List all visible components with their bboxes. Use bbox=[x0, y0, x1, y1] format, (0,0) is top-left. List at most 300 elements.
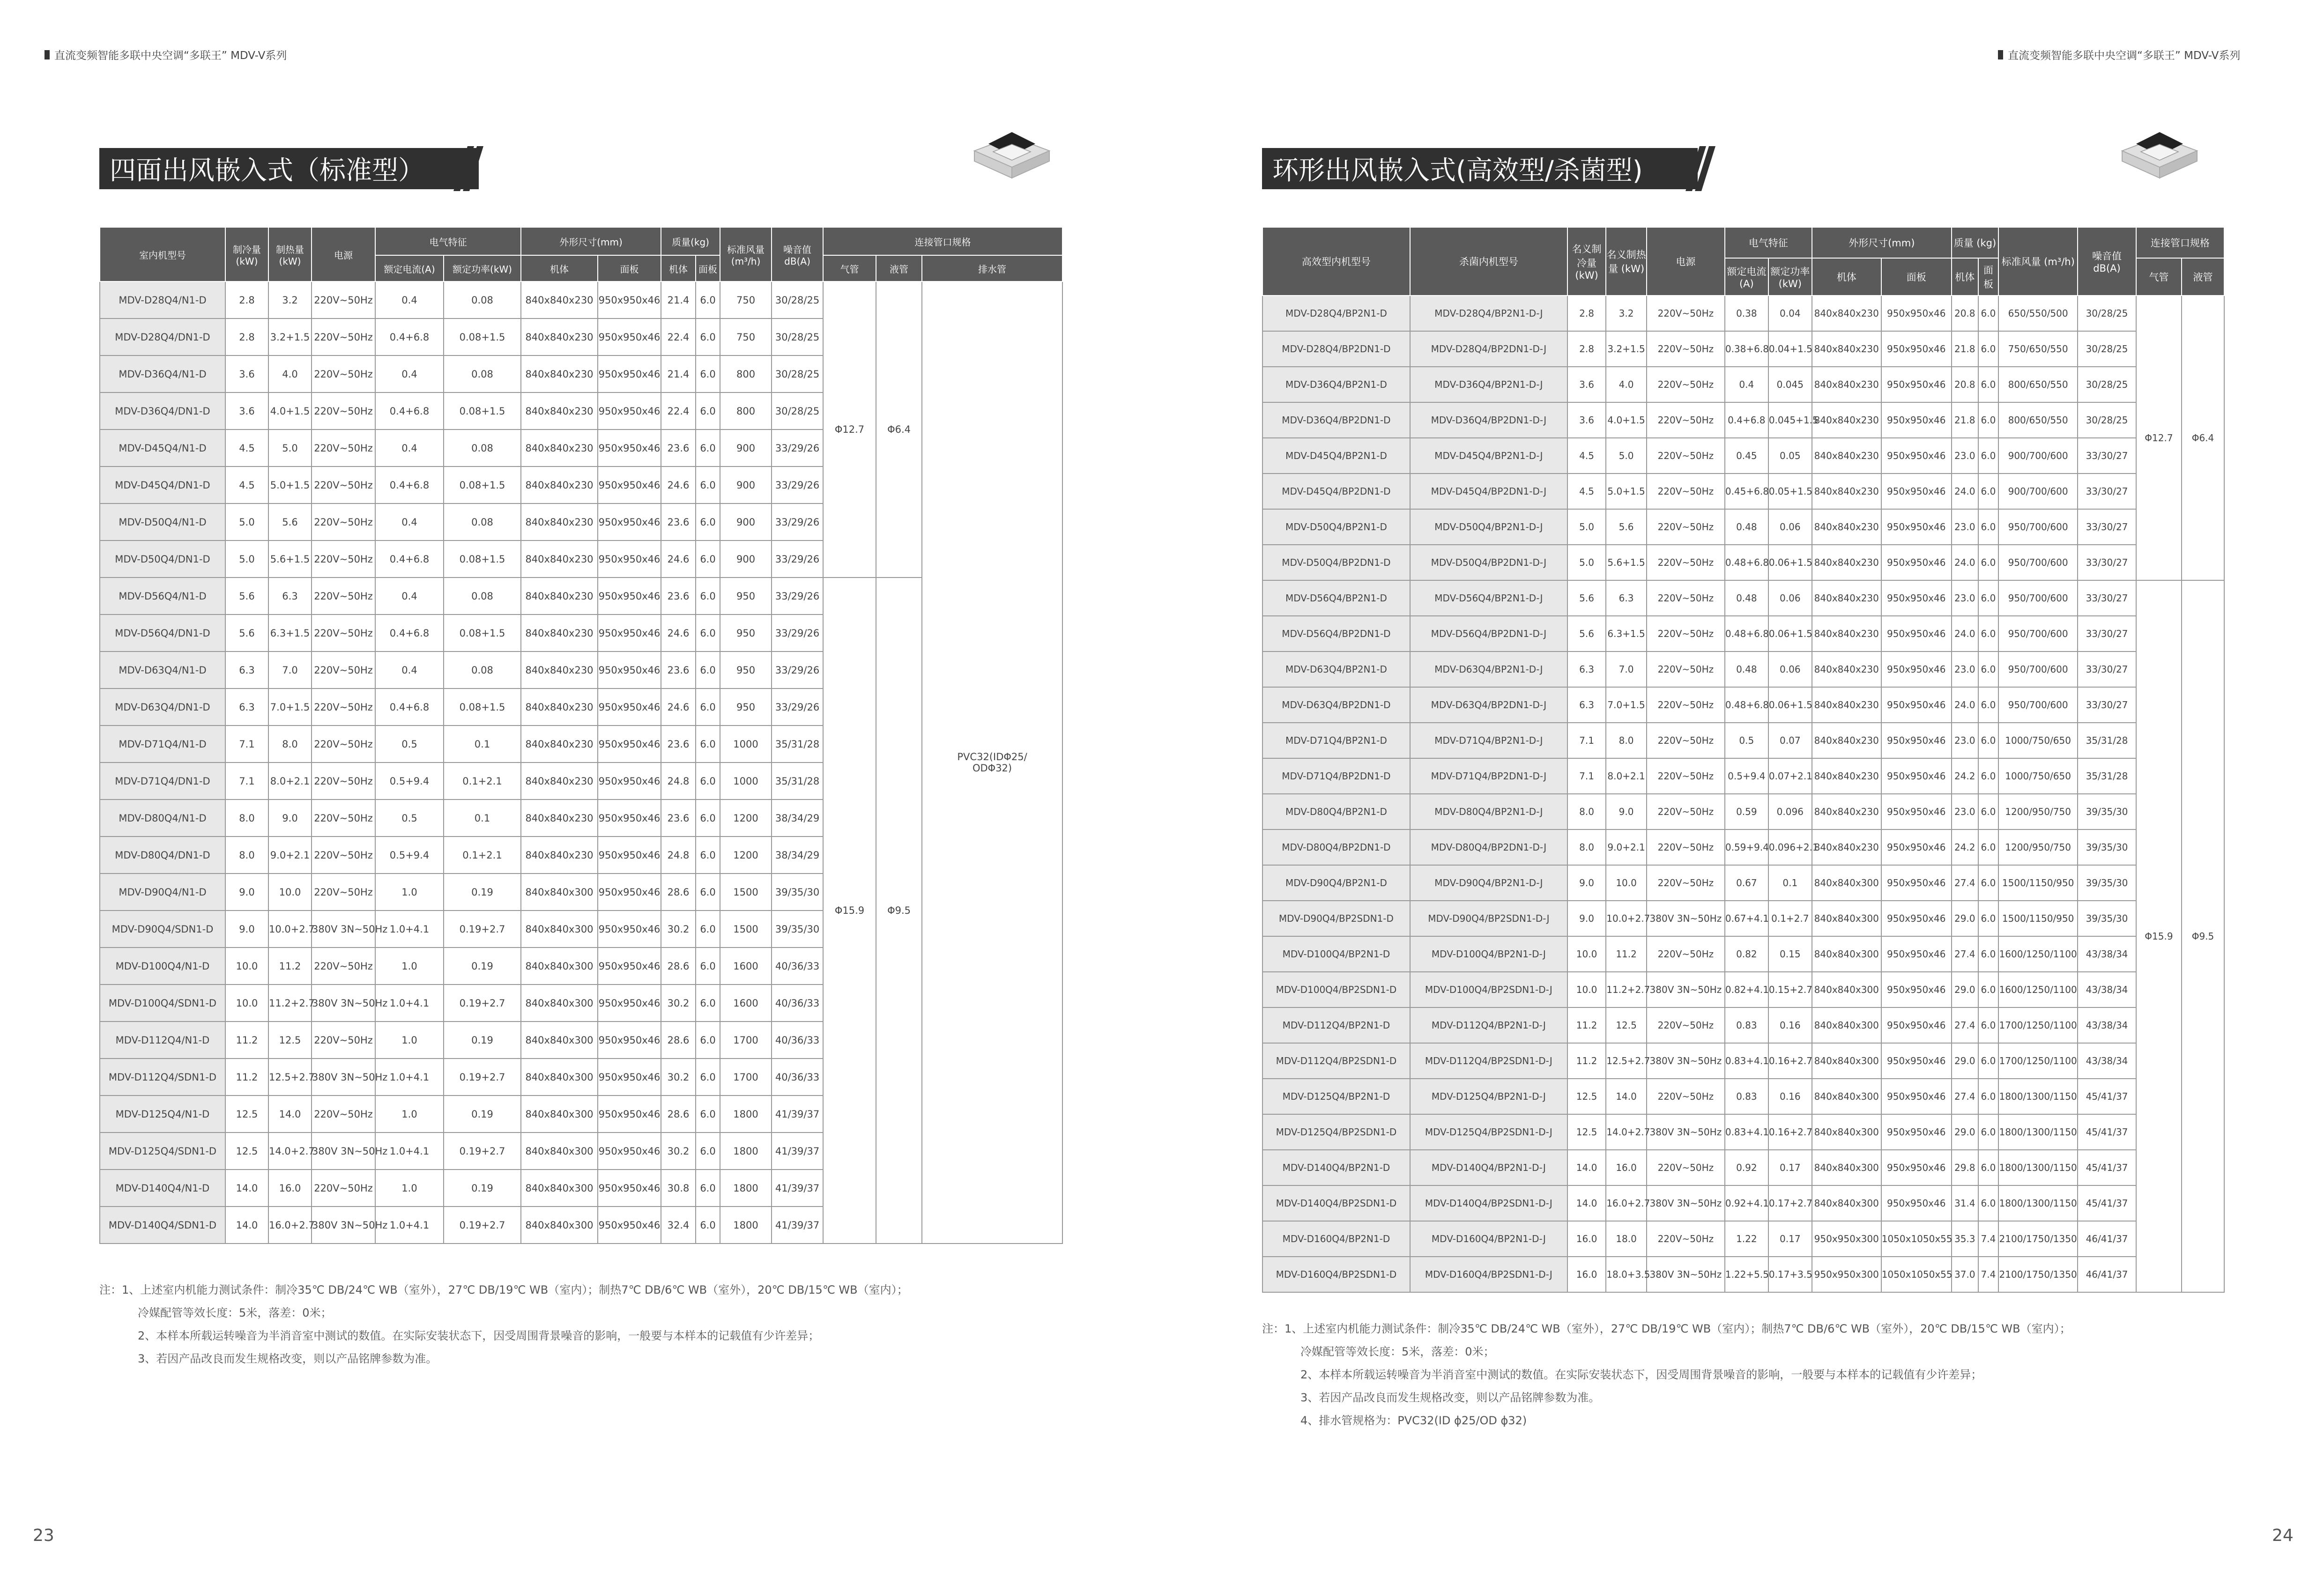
table-cell: 380V 3N~50Hz bbox=[312, 911, 375, 948]
model-cell: MDV-D28Q4/BP2N1-D-J bbox=[1410, 296, 1567, 331]
table-row bbox=[1262, 1257, 2224, 1292]
table-cell: 0.38+6.8 bbox=[1725, 331, 1768, 367]
table-cell: 6.3 bbox=[1567, 687, 1606, 723]
table-cell: 220V~50Hz bbox=[1647, 402, 1725, 438]
model-cell: MDV-D36Q4/BP2N1-D bbox=[1262, 367, 1410, 402]
table-cell: 900/700/600 bbox=[1998, 438, 2078, 474]
col-header-liquid: 液管 bbox=[876, 255, 922, 281]
table-cell: 8.0 bbox=[1606, 723, 1647, 758]
table-cell: 10.0+2.7 bbox=[1606, 901, 1647, 936]
col-header-noise: 噪音值 dB(A) bbox=[772, 227, 823, 281]
model-cell: MDV-D45Q4/BP2N1-D-J bbox=[1410, 438, 1567, 474]
col-header-panel: 面板 bbox=[1881, 258, 1952, 296]
page-title-right bbox=[1262, 148, 1698, 189]
table-cell: 1500/1150/950 bbox=[1998, 865, 2078, 901]
table-cell: 0.19+2.7 bbox=[444, 1207, 521, 1244]
table-cell: 0.17 bbox=[1768, 1150, 1812, 1185]
table-cell: 3.2+1.5 bbox=[1606, 331, 1647, 367]
table-cell: 1600 bbox=[720, 985, 772, 1022]
table-cell: 35/31/28 bbox=[2078, 758, 2136, 794]
gas-pipe-cell: Φ15.9 bbox=[2136, 580, 2182, 1292]
table-cell: 950x950x46 bbox=[598, 800, 661, 837]
table-cell: 840x840x230 bbox=[1812, 474, 1881, 509]
table-cell: 380V 3N~50Hz bbox=[312, 1207, 375, 1244]
table-cell: 6.0 bbox=[1978, 972, 1998, 1007]
table-cell: 6.0 bbox=[696, 281, 720, 318]
model-cell: MDV-D90Q4/BP2SDN1-D-J bbox=[1410, 901, 1567, 936]
note-line: 2、本样本所载运转噪音为半消音室中测试的数值。在实际安装状态下，因受周围背景噪音的影响，一般要与本样本的记载值有少许差异； bbox=[138, 1329, 820, 1342]
table-cell: 950x950x46 bbox=[1881, 296, 1952, 331]
table-cell: 45/41/37 bbox=[2078, 1150, 2136, 1185]
table-cell: 0.06 bbox=[1768, 652, 1812, 687]
table-cell: 12.5 bbox=[1567, 1079, 1606, 1114]
table-cell: 6.0 bbox=[696, 1170, 720, 1207]
table-cell: 840x840x230 bbox=[1812, 545, 1881, 580]
table-cell: 24.0 bbox=[1952, 545, 1978, 580]
table-cell: 6.0 bbox=[1978, 1007, 1998, 1043]
table-cell: 750 bbox=[720, 318, 772, 355]
table-cell: 840x840x300 bbox=[1812, 1079, 1881, 1114]
table-cell: 6.0 bbox=[696, 429, 720, 466]
table-cell: 30/28/25 bbox=[2078, 367, 2136, 402]
table-cell: 220V~50Hz bbox=[312, 652, 375, 689]
table-cell: 840x840x230 bbox=[521, 577, 598, 615]
table-row bbox=[1262, 794, 2224, 829]
table-cell: 6.0 bbox=[696, 763, 720, 800]
model-cell: MDV-D160Q4/BP2N1-D bbox=[1262, 1221, 1410, 1257]
table-cell: 220V~50Hz bbox=[312, 355, 375, 392]
col-header-model-st: 杀菌内机型号 bbox=[1410, 227, 1567, 296]
table-cell: 24.6 bbox=[661, 689, 696, 726]
model-cell: MDV-D80Q4/BP2DN1-D bbox=[1262, 829, 1410, 865]
model-cell: MDV-D28Q4/BP2N1-D bbox=[1262, 296, 1410, 331]
drain-pipe-cell: PVC32(IDΦ25/ ODΦ32) bbox=[922, 281, 1062, 1244]
table-cell: 10.0 bbox=[268, 874, 312, 911]
table-cell: 33/30/27 bbox=[2078, 509, 2136, 545]
table-cell: 39/35/30 bbox=[2078, 865, 2136, 901]
model-cell: MDV-D56Q4/BP2DN1-D bbox=[1262, 616, 1410, 652]
table-cell: 7.1 bbox=[225, 726, 268, 763]
model-cell: MDV-D28Q4/DN1-D bbox=[100, 318, 225, 355]
model-cell: MDV-D90Q4/BP2SDN1-D bbox=[1262, 901, 1410, 936]
table-cell: 220V~50Hz bbox=[312, 874, 375, 911]
table-cell: 5.0 bbox=[1567, 545, 1606, 580]
table-cell: 840x840x230 bbox=[1812, 331, 1881, 367]
table-cell: 840x840x230 bbox=[521, 615, 598, 652]
liquid-pipe-cell: Φ6.4 bbox=[2182, 296, 2224, 580]
table-cell: 0.4+6.8 bbox=[375, 392, 444, 429]
table-cell: 1000/750/650 bbox=[1998, 723, 2078, 758]
table-cell: 840x840x300 bbox=[521, 1096, 598, 1133]
table-cell: 0.16+2.7 bbox=[1768, 1114, 1812, 1150]
table-cell: 6.0 bbox=[696, 540, 720, 577]
table-cell: 840x840x300 bbox=[521, 1133, 598, 1170]
table-cell: 0.08+1.5 bbox=[444, 392, 521, 429]
table-cell: 840x840x230 bbox=[1812, 794, 1881, 829]
table-row bbox=[1262, 367, 2224, 402]
table-cell: 1500 bbox=[720, 874, 772, 911]
table-cell: 0.19+2.7 bbox=[444, 1059, 521, 1096]
table-cell: 24.8 bbox=[661, 763, 696, 800]
table-row bbox=[100, 281, 1062, 318]
model-cell: MDV-D63Q4/BP2N1-D bbox=[1262, 652, 1410, 687]
table-row bbox=[1262, 1150, 2224, 1185]
model-cell: MDV-D125Q4/BP2N1-D bbox=[1262, 1079, 1410, 1114]
table-cell: 840x840x300 bbox=[521, 1170, 598, 1207]
cassette-ac-unit-icon bbox=[965, 123, 1059, 184]
table-cell: 950x950x46 bbox=[598, 652, 661, 689]
table-cell: 220V~50Hz bbox=[1647, 936, 1725, 972]
table-cell: 16.0 bbox=[1567, 1257, 1606, 1292]
table-cell: 840x840x300 bbox=[521, 985, 598, 1022]
table-cell: 840x840x230 bbox=[1812, 829, 1881, 865]
table-cell: 840x840x230 bbox=[521, 281, 598, 318]
table-cell: 1200 bbox=[720, 800, 772, 837]
table-cell: 0.08+1.5 bbox=[444, 318, 521, 355]
model-cell: MDV-D125Q4/BP2SDN1-D-J bbox=[1410, 1114, 1567, 1150]
table-cell: 0.48 bbox=[1725, 580, 1768, 616]
table-cell: 46/41/37 bbox=[2078, 1257, 2136, 1292]
table-cell: 0.19+2.7 bbox=[444, 911, 521, 948]
table-cell: 33/30/27 bbox=[2078, 652, 2136, 687]
cassette-ac-unit-icon bbox=[2113, 123, 2206, 184]
table-cell: 0.07 bbox=[1768, 723, 1812, 758]
table-cell: 5.0+1.5 bbox=[268, 466, 312, 503]
table-cell: 6.0 bbox=[1978, 296, 1998, 331]
table-cell: 0.4+6.8 bbox=[375, 318, 444, 355]
model-cell: MDV-D112Q4/SDN1-D bbox=[100, 1059, 225, 1096]
table-cell: 39/35/30 bbox=[772, 911, 823, 948]
table-cell: 840x840x230 bbox=[521, 503, 598, 540]
table-cell: 220V~50Hz bbox=[312, 318, 375, 355]
table-cell: 220V~50Hz bbox=[1647, 367, 1725, 402]
table-cell: 23.0 bbox=[1952, 723, 1978, 758]
table-cell: 6.0 bbox=[696, 800, 720, 837]
table-cell: 1800/1300/1150 bbox=[1998, 1114, 2078, 1150]
table-cell: 30.8 bbox=[661, 1170, 696, 1207]
table-cell: 35.3 bbox=[1952, 1221, 1978, 1257]
table-cell: 1000 bbox=[720, 763, 772, 800]
table-cell: 32.4 bbox=[661, 1207, 696, 1244]
table-cell: 6.0 bbox=[1978, 616, 1998, 652]
table-row bbox=[1262, 509, 2224, 545]
table-cell: 14.0 bbox=[1567, 1150, 1606, 1185]
model-cell: MDV-D63Q4/DN1-D bbox=[100, 689, 225, 726]
table-cell: 6.0 bbox=[1978, 758, 1998, 794]
table-cell: 840x840x230 bbox=[521, 763, 598, 800]
table-cell: 0.08+1.5 bbox=[444, 615, 521, 652]
table-cell: 33/30/27 bbox=[2078, 474, 2136, 509]
table-cell: 900 bbox=[720, 540, 772, 577]
model-cell: MDV-D56Q4/BP2N1-D bbox=[1262, 580, 1410, 616]
table-cell: 23.6 bbox=[661, 429, 696, 466]
table-cell: 220V~50Hz bbox=[312, 837, 375, 874]
model-cell: MDV-D45Q4/BP2N1-D bbox=[1262, 438, 1410, 474]
table-cell: 0.17 bbox=[1768, 1221, 1812, 1257]
table-cell: 750/650/550 bbox=[1998, 331, 2078, 367]
table-cell: 28.6 bbox=[661, 1096, 696, 1133]
note-line: 冷媒配管等效长度：5米，落差：0米； bbox=[1300, 1345, 1495, 1358]
table-cell: 380V 3N~50Hz bbox=[312, 1133, 375, 1170]
table-cell: 5.6 bbox=[225, 615, 268, 652]
liquid-pipe-cell: Φ9.5 bbox=[2182, 580, 2224, 1292]
table-cell: 6.0 bbox=[1978, 474, 1998, 509]
bullet-square-icon bbox=[45, 50, 50, 59]
table-row bbox=[1262, 438, 2224, 474]
table-cell: 380V 3N~50Hz bbox=[1647, 972, 1725, 1007]
table-cell: 20.8 bbox=[1952, 367, 1978, 402]
model-cell: MDV-D63Q4/BP2N1-D-J bbox=[1410, 652, 1567, 687]
table-cell: 840x840x230 bbox=[1812, 402, 1881, 438]
model-cell: MDV-D50Q4/BP2N1-D bbox=[1262, 509, 1410, 545]
table-cell: 28.6 bbox=[661, 1022, 696, 1059]
table-cell: 0.06+1.5 bbox=[1768, 545, 1812, 580]
table-cell: 0.48+6.8 bbox=[1725, 687, 1768, 723]
col-header-gas: 气管 bbox=[2136, 258, 2182, 296]
table-row bbox=[1262, 1007, 2224, 1043]
table-cell: 0.08 bbox=[444, 503, 521, 540]
table-cell: 840x840x230 bbox=[1812, 758, 1881, 794]
table-cell: 16.0 bbox=[1567, 1221, 1606, 1257]
table-cell: 840x840x300 bbox=[1812, 1043, 1881, 1079]
table-cell: 380V 3N~50Hz bbox=[1647, 1257, 1725, 1292]
table-cell: 950x950x46 bbox=[1881, 367, 1952, 402]
table-cell: 220V~50Hz bbox=[312, 281, 375, 318]
table-cell: 14.0+2.7 bbox=[1606, 1114, 1647, 1150]
col-header-model: 室内机型号 bbox=[100, 227, 225, 281]
table-cell: 5.0 bbox=[268, 429, 312, 466]
table-cell: 6.0 bbox=[1978, 367, 1998, 402]
table-cell: 950x950x46 bbox=[1881, 474, 1952, 509]
table-cell: 40/36/33 bbox=[772, 1022, 823, 1059]
table-cell: 6.0 bbox=[1978, 723, 1998, 758]
table-cell: 30/28/25 bbox=[772, 318, 823, 355]
note-line: 冷媒配管等效长度：5米，落差：0米； bbox=[138, 1306, 332, 1319]
table-cell: 23.6 bbox=[661, 503, 696, 540]
col-header-watt: 额定功率(kW) bbox=[444, 255, 521, 281]
table-cell: 12.5 bbox=[225, 1133, 268, 1170]
table-cell: 6.0 bbox=[696, 1133, 720, 1170]
note-line: 3、若因产品改良而发生规格改变，则以产品铭牌参数为准。 bbox=[1300, 1391, 1600, 1404]
table-cell: 0.4 bbox=[375, 652, 444, 689]
table-cell: 6.3 bbox=[225, 652, 268, 689]
table-cell: 5.6 bbox=[225, 577, 268, 615]
table-cell: 840x840x230 bbox=[521, 540, 598, 577]
table-cell: 24.6 bbox=[661, 540, 696, 577]
table-cell: 0.59+9.4 bbox=[1725, 829, 1768, 865]
table-row bbox=[1262, 1185, 2224, 1221]
table-cell: 5.6 bbox=[1567, 580, 1606, 616]
table-row bbox=[1262, 865, 2224, 901]
table-cell: 950/700/600 bbox=[1998, 545, 2078, 580]
table-cell: 4.0+1.5 bbox=[1606, 402, 1647, 438]
table-cell: 33/30/27 bbox=[2078, 616, 2136, 652]
table-cell: 380V 3N~50Hz bbox=[1647, 1185, 1725, 1221]
table-row bbox=[1262, 545, 2224, 580]
table-cell: 6.0 bbox=[1978, 580, 1998, 616]
table-cell: 950x950x46 bbox=[598, 1207, 661, 1244]
table-row bbox=[1262, 616, 2224, 652]
table-cell: 23.0 bbox=[1952, 580, 1978, 616]
table-cell: 0.4 bbox=[375, 577, 444, 615]
table-row bbox=[1262, 402, 2224, 438]
note-line: 注：1、上述室内机能力测试条件：制冷35℃ DB/24℃ WB（室外），27℃ DB/19℃ WB（室内）；制热7℃ DB/6℃ WB（室外），20℃ DB/15℃ WB（室内）； bbox=[99, 1283, 908, 1296]
table-cell: 0.92 bbox=[1725, 1150, 1768, 1185]
table-cell: 840x840x230 bbox=[521, 726, 598, 763]
model-cell: MDV-D100Q4/BP2SDN1-D bbox=[1262, 972, 1410, 1007]
table-cell: 0.48+6.8 bbox=[1725, 616, 1768, 652]
table-cell: 3.2+1.5 bbox=[268, 318, 312, 355]
table-cell: 0.19 bbox=[444, 1022, 521, 1059]
running-head-right bbox=[1998, 47, 2240, 62]
table-cell: 6.0 bbox=[1978, 1079, 1998, 1114]
table-cell: 0.4+6.8 bbox=[375, 466, 444, 503]
table-cell: 0.16+2.7 bbox=[1768, 1043, 1812, 1079]
liquid-pipe-cell: Φ6.4 bbox=[876, 281, 922, 577]
table-cell: 840x840x230 bbox=[521, 466, 598, 503]
table-cell: 0.08 bbox=[444, 577, 521, 615]
model-cell: MDV-D36Q4/BP2N1-D-J bbox=[1410, 367, 1567, 402]
note-line: 注：1、上述室内机能力测试条件：制冷35℃ DB/24℃ WB（室外），27℃ DB/19℃ WB（室内）；制热7℃ DB/6℃ WB（室外），20℃ DB/15℃ WB（室内）； bbox=[1262, 1322, 2071, 1335]
table-cell: 5.0 bbox=[225, 503, 268, 540]
table-cell: 840x840x300 bbox=[521, 911, 598, 948]
table-cell: 800/650/550 bbox=[1998, 402, 2078, 438]
model-cell: MDV-D71Q4/BP2N1-D bbox=[1262, 723, 1410, 758]
table-cell: 950x950x46 bbox=[598, 392, 661, 429]
table-cell: 8.0+2.1 bbox=[1606, 758, 1647, 794]
table-cell: 0.1 bbox=[444, 800, 521, 837]
table-cell: 5.6 bbox=[1606, 509, 1647, 545]
table-cell: 950x950x46 bbox=[598, 281, 661, 318]
table-cell: 0.1 bbox=[444, 726, 521, 763]
table-cell: 9.0+2.1 bbox=[268, 837, 312, 874]
table-cell: 20.8 bbox=[1952, 296, 1978, 331]
col-header-cool: 制冷量 (kW) bbox=[225, 227, 268, 281]
table-cell: 950x950x46 bbox=[1881, 616, 1952, 652]
table-cell: 220V~50Hz bbox=[1647, 1221, 1725, 1257]
model-cell: MDV-D36Q4/DN1-D bbox=[100, 392, 225, 429]
table-cell: 0.096 bbox=[1768, 794, 1812, 829]
table-cell: 800 bbox=[720, 355, 772, 392]
table-cell: 7.0 bbox=[268, 652, 312, 689]
table-cell: 29.0 bbox=[1952, 1043, 1978, 1079]
table-cell: 6.0 bbox=[696, 1207, 720, 1244]
table-cell: 840x840x230 bbox=[521, 800, 598, 837]
table-cell: 840x840x300 bbox=[1812, 1007, 1881, 1043]
table-row bbox=[1262, 758, 2224, 794]
model-cell: MDV-D71Q4/BP2DN1-D bbox=[1262, 758, 1410, 794]
table-cell: 220V~50Hz bbox=[1647, 331, 1725, 367]
table-cell: 0.38 bbox=[1725, 296, 1768, 331]
table-cell: 5.6+1.5 bbox=[1606, 545, 1647, 580]
table-cell: 950x950x300 bbox=[1812, 1221, 1881, 1257]
table-cell: 0.045+1.5 bbox=[1768, 402, 1812, 438]
table-cell: 30/28/25 bbox=[772, 392, 823, 429]
table-row bbox=[1262, 936, 2224, 972]
model-cell: MDV-D112Q4/BP2N1-D bbox=[1262, 1007, 1410, 1043]
table-cell: 840x840x230 bbox=[521, 318, 598, 355]
table-cell: 0.4+6.8 bbox=[375, 540, 444, 577]
table-cell: 14.0 bbox=[225, 1170, 268, 1207]
table-cell: 840x840x300 bbox=[521, 1207, 598, 1244]
table-cell: 33/29/26 bbox=[772, 689, 823, 726]
table-cell: 1600/1250/1100 bbox=[1998, 972, 2078, 1007]
table-cell: 6.3 bbox=[225, 689, 268, 726]
table-cell: 840x840x230 bbox=[1812, 616, 1881, 652]
table-cell: 6.0 bbox=[1978, 794, 1998, 829]
table-cell: 35/31/28 bbox=[2078, 723, 2136, 758]
table-cell: 4.5 bbox=[1567, 474, 1606, 509]
table-cell: 27.4 bbox=[1952, 1007, 1978, 1043]
table-cell: 380V 3N~50Hz bbox=[312, 985, 375, 1022]
table-cell: 10.0 bbox=[1567, 936, 1606, 972]
table-cell: 6.0 bbox=[1978, 438, 1998, 474]
col-header-mass-unit: 机体 bbox=[661, 255, 696, 281]
table-cell: 900 bbox=[720, 429, 772, 466]
model-cell: MDV-D112Q4/BP2SDN1-D-J bbox=[1410, 1043, 1567, 1079]
model-cell: MDV-D80Q4/BP2N1-D bbox=[1262, 794, 1410, 829]
col-header-liquid: 液管 bbox=[2182, 258, 2224, 296]
table-row bbox=[1262, 331, 2224, 367]
table-cell: 12.5 bbox=[225, 1096, 268, 1133]
table-cell: 950 bbox=[720, 652, 772, 689]
table-cell: 0.5+9.4 bbox=[375, 837, 444, 874]
table-cell: 0.19+2.7 bbox=[444, 1133, 521, 1170]
table-cell: 950x950x46 bbox=[1881, 580, 1952, 616]
table-cell: 950x950x300 bbox=[1812, 1257, 1881, 1292]
table-cell: 220V~50Hz bbox=[1647, 1007, 1725, 1043]
model-cell: MDV-D63Q4/BP2DN1-D bbox=[1262, 687, 1410, 723]
table-cell: 23.0 bbox=[1952, 652, 1978, 687]
table-cell: 220V~50Hz bbox=[312, 763, 375, 800]
table-cell: 6.0 bbox=[696, 948, 720, 985]
table-cell: 2100/1750/1350 bbox=[1998, 1221, 2078, 1257]
table-cell: 27.4 bbox=[1952, 865, 1978, 901]
table-cell: 950x950x46 bbox=[598, 615, 661, 652]
model-cell: MDV-D56Q4/N1-D bbox=[100, 577, 225, 615]
table-cell: 950x950x46 bbox=[598, 577, 661, 615]
table-cell: 14.0 bbox=[1567, 1185, 1606, 1221]
table-cell: 0.4 bbox=[375, 503, 444, 540]
table-cell: 45/41/37 bbox=[2078, 1079, 2136, 1114]
col-header-dims: 外形尺寸(mm) bbox=[521, 227, 661, 255]
table-cell: 0.59 bbox=[1725, 794, 1768, 829]
table-row bbox=[1262, 687, 2224, 723]
table-cell: 0.92+4.1 bbox=[1725, 1185, 1768, 1221]
page-number-right: 24 bbox=[2272, 1526, 2294, 1545]
table-cell: 14.0+2.7 bbox=[268, 1133, 312, 1170]
table-cell: 39/35/30 bbox=[2078, 901, 2136, 936]
table-cell: 23.0 bbox=[1952, 438, 1978, 474]
table-cell: 220V~50Hz bbox=[1647, 545, 1725, 580]
table-cell: 0.45+6.8 bbox=[1725, 474, 1768, 509]
table-cell: 950x950x46 bbox=[598, 726, 661, 763]
col-header-noise: 噪音值 dB(A) bbox=[2078, 227, 2136, 296]
table-cell: 5.6 bbox=[268, 503, 312, 540]
model-cell: MDV-D140Q4/BP2SDN1-D bbox=[1262, 1185, 1410, 1221]
table-cell: 41/39/37 bbox=[772, 1170, 823, 1207]
table-cell: 220V~50Hz bbox=[1647, 474, 1725, 509]
table-cell: 16.0 bbox=[1606, 1150, 1647, 1185]
table-cell: 0.08+1.5 bbox=[444, 466, 521, 503]
table-cell: 950/700/600 bbox=[1998, 580, 2078, 616]
table-cell: 0.19+2.7 bbox=[444, 985, 521, 1022]
table-cell: 30/28/25 bbox=[772, 281, 823, 318]
table-row bbox=[1262, 652, 2224, 687]
table-cell: 0.83+4.1 bbox=[1725, 1114, 1768, 1150]
note-line: 3、若因产品改良而发生规格改变，则以产品铭牌参数为准。 bbox=[138, 1352, 438, 1365]
table-cell: 33/30/27 bbox=[2078, 438, 2136, 474]
